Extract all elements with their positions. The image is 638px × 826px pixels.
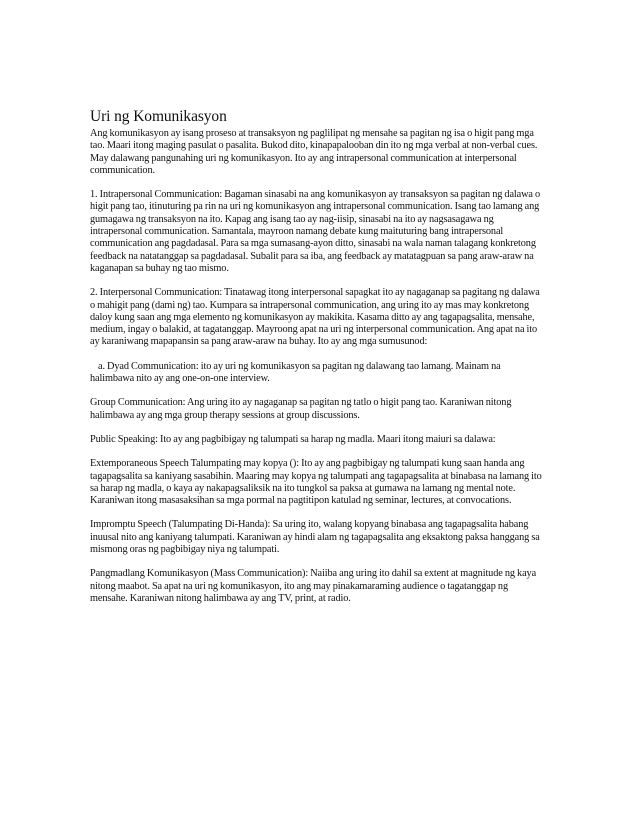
public-speaking-paragraph: Public Speaking: Ito ay ang pagbibigay ng talumpati sa harap ng madla. Maari itong maiuri sa dalawa: (90, 433, 496, 445)
document-page (90, 108, 545, 617)
dyad-paragraph: a. Dyad Communication: ito ay uri ng komunikasyon sa pagitan ng dalawang tao lamang. Mainam na halimbawa nito ay ang one-on-one interview. (90, 360, 501, 385)
group-communication-paragraph: Group Communication: Ang uring ito ay nagaganap sa pagitan ng tatlo o higit pang tao. Karaniwan nitong halimbawa ay ang mga group therapy sessions at group discussions. (90, 397, 512, 421)
interpersonal-paragraph: 2. Interpersonal Communication: Tinatawag itong interpersonal sapagkat ito ay nagaganap sa pagitang ng dalawa o mahigit pang (dami ng) tao. Kumpara sa intrapersonal communication, ang uring ito ay mas may konkretong daloy kung saan ang mga elemento ng komunikasyon ay makikita. Kasama ditto ay ang tagapagsalita, mensahe, medium, ingay o balakid, at tagatanggap. Mayroong apat na uri ng interpersonal communication. Ang apat na ito ay karaniwang mapapansin sa pang araw-araw na buhay. Ito ay ang mga sumusunod: (90, 287, 540, 348)
document-title: Uri ng Komunikasyon (90, 108, 227, 125)
impromptu-speech-paragraph: Impromptu Speech (Talumpating Di-Handa): Sa uring ito, walang kopyang binabasa ang tagapagsalita habang inuusal nito ang kaniyang talumpati. Karaniwan ay hindi alam ng tagapagsalita ang eksaktong paksa hanggang sa mismong oras ng pagbibigay niya ng talumpati. (90, 519, 540, 556)
intrapersonal-paragraph: 1. Intrapersonal Communication: Bagaman sinasabi na ang komunikasyon ay transaksyon sa pagitan ng dalawa o higit pang tao, itinuturing pa rin na uri ng komunikasyon ang intrapersonal communication. Isang tao lamang ang gumagawa ng transaksyon na ito. Kapag ang isang tao ay nag-iisip, sinasabi na ito ay nagsasagawa ng intrapersonal communication. Samantala, mayroon namang debate kung maituturing bang intrapersonal communication ang pagdadasal. Para sa mga sumasang-ayon ditto, sinasabi na wala naman talagang konkretong feedback na natatanggap sa pagdadasal. Subalit para sa iba, ang feedback ay matatagpuan sa pang araw-araw na kaganapan sa buhay ng tao mismo. (90, 189, 541, 274)
extemporaneous-speech-paragraph: Extemporaneous Speech Talumpating may kopya (): Ito ay ang pagbibigay ng talumpati kung saan handa ang tagapagsalita sa kaniyang sasabihin. Maaring may kopya ng talumpati ang tagapagsalita at binabasa na lamang ito sa harap ng madla, o kaya ay nakapagsaliksik na ito tungkol sa paksa at gumawa na lamang ng mental note. Karaniwan itong masasaksihan sa mga pormal na pagtitipon katulad ng seminar, lectures, at convocations. (90, 458, 542, 507)
intro-paragraph: Ang komunikasyon ay isang proseso at transaksyon ng paglilipat ng mensahe sa pagitan ng isa o higit pang mga tao. Maari itong maging pasulat o pasalita. Bukod dito, kinapapalooban din ito ng mga verbal at non-verbal cues. May dalawang pangunahing uri ng komunikasyon. Ito ay ang intrapersonal communication at interpersonal communication. (90, 128, 538, 176)
mass-communication-paragraph: Pangmadlang Komunikasyon (Mass Communication): Naiiba ang uring ito dahil sa extent at magnitude ng kaya nitong maabot. Sa apat na uri ng komunikasyon, ito ang may pinakamaraming audience o tagatanggap ng mensahe. Karaniwan nitong halimbawa ay ang TV, print, at radio. (90, 568, 537, 604)
